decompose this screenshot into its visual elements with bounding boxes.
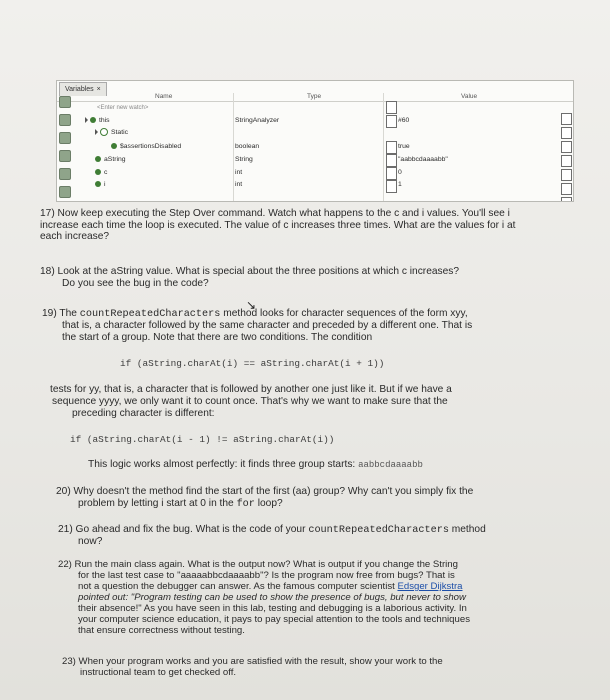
right-toolbar — [559, 113, 573, 202]
column-type-header[interactable]: Type — [307, 93, 322, 100]
question-19-para2-line2: sequence yyyy, we only want it to count once. That's why we want to make sure that the — [52, 396, 448, 407]
variable-name: c — [104, 169, 108, 176]
question-18-line1: 18) Look at the aString value. What is special about the three positions at which c increases? — [40, 266, 460, 277]
question-22-line6: your computer science education, it pays to pay special attention to the tools and techniques — [78, 614, 470, 625]
new-watch-placeholder: <Enter new watch> — [97, 105, 149, 111]
variable-value: #60 — [398, 117, 410, 124]
question-22-line3 — [78, 581, 463, 593]
question-22-line1: 22) Run the main class again. What is the output now? What is output if you change the String — [58, 559, 458, 570]
text-span: This logic works almost perfectly: it finds three group starts: — [88, 459, 359, 470]
question-23-line2: instructional team to get checked off. — [80, 667, 237, 678]
toolbar-box[interactable] — [561, 127, 572, 139]
variable-value: 1 — [398, 181, 402, 188]
variable-row-astring[interactable] — [57, 154, 573, 166]
code-condition-2: if (aString.charAt(i - 1) != aString.charAt(i)) — [70, 434, 335, 445]
variable-value: 0 — [398, 169, 402, 176]
value-box — [386, 115, 397, 128]
mouse-cursor-icon: ↘ — [246, 298, 257, 312]
toolbar-box[interactable] — [561, 141, 572, 153]
variable-value: true — [398, 143, 410, 150]
new-watch-row[interactable] — [57, 102, 573, 114]
value-box — [386, 101, 397, 114]
value-box — [386, 141, 397, 154]
question-18-line2: Do you see the bug in the code? — [62, 278, 209, 289]
text-span: 19) The — [42, 308, 80, 319]
variable-name: aString — [104, 156, 126, 163]
expand-arrow-icon[interactable] — [85, 117, 88, 123]
keyword: for — [236, 499, 255, 510]
variables-tab-label: Variables — [65, 86, 94, 93]
variable-type: StringAnalyzer — [235, 117, 280, 124]
static-icon — [100, 128, 108, 136]
question-20-line1: 20) Why doesn't the method find the start of the first (aa) group? Why can't you simply fix the — [56, 486, 474, 497]
variables-panel — [56, 80, 574, 202]
text-span: not a question the debugger can answer. As the famous computer scientist — [78, 581, 398, 592]
text-span: loop? — [254, 498, 283, 509]
question-19-line2: that is, a character followed by the same character and preceded by a different one. That is — [62, 320, 473, 331]
string-literal: aabbcdaaaabb — [358, 460, 423, 470]
variable-row-c[interactable] — [57, 167, 573, 179]
variable-row-i[interactable] — [57, 179, 573, 191]
variable-name: Static — [111, 129, 128, 136]
variable-type: int — [235, 169, 243, 176]
question-19-line3: the start of a group. Note that there are two conditions. The condition — [62, 332, 373, 343]
variable-row-static[interactable] — [57, 127, 573, 139]
field-icon — [111, 143, 117, 149]
value-box — [386, 167, 397, 180]
text-span: method looks for character sequences of the form xyy, — [220, 308, 468, 319]
variable-type: boolean — [235, 143, 260, 150]
toolbar-box[interactable] — [561, 113, 572, 125]
toolbar-box[interactable] — [561, 155, 572, 167]
question-19-para2-line3: preceding character is different: — [72, 408, 215, 419]
question-17: 17) Now keep executing the Step Over command. Watch what happens to the c and i values. You'll see i increase each time the loop is executed. The value of c increases three times. What are the values for i at each increase? — [40, 208, 516, 243]
question-22-line2: for the last test case to "aaaaabbcdaaaabb"? Is the program now free from bugs? That is — [78, 570, 455, 581]
value-box — [386, 154, 397, 167]
variable-name: $assertionsDisabled — [120, 143, 182, 150]
expand-arrow-icon[interactable] — [95, 129, 98, 135]
code-condition-1: if (aString.charAt(i) == aString.charAt(i + 1)) — [120, 358, 385, 369]
text-span: method — [448, 524, 486, 535]
question-19-para2-line1: tests for yy, that is, a character that is followed by another one just like it. But if we have a — [50, 384, 452, 395]
field-icon — [95, 156, 101, 162]
column-name-header[interactable]: Name — [155, 93, 173, 100]
dijkstra-link[interactable]: Edsger Dijkstra — [397, 581, 463, 592]
close-icon[interactable]: × — [96, 86, 101, 93]
column-value-header[interactable]: Value — [461, 93, 478, 100]
method-name: countRepeatedCharacters — [79, 309, 221, 320]
toolbar-box[interactable] — [561, 183, 572, 195]
method-name: countRepeatedCharacters — [308, 525, 449, 536]
variable-type: int — [235, 181, 243, 188]
object-icon — [90, 117, 96, 123]
question-21-line1 — [58, 524, 486, 537]
question-19-para3 — [88, 459, 423, 472]
toolbar-box[interactable] — [561, 197, 572, 202]
value-box — [386, 180, 397, 193]
variable-row-this[interactable] — [57, 115, 573, 127]
variable-type: String — [235, 156, 253, 163]
question-21-line2: now? — [78, 536, 103, 547]
text-span: problem by letting i start at 0 in the — [78, 498, 237, 509]
question-22-line4: pointed out: "Program testing can be used to show the presence of bugs, but never to show — [78, 592, 466, 603]
toolbar-box[interactable] — [561, 169, 572, 181]
question-22-line7: that ensure correctness without testing. — [78, 625, 245, 636]
text-span: 21) Go ahead and fix the bug. What is the code of your — [58, 524, 309, 535]
variable-name: this — [99, 117, 110, 124]
question-23-line1: 23) When your program works and you are satisfied with the result, show your work to the — [62, 656, 443, 667]
field-icon — [95, 169, 101, 175]
question-22-line5: their absence!" As you have seen in this lab, testing and debugging is a laborious activity. In — [78, 603, 467, 614]
variable-row-assertions[interactable] — [57, 141, 573, 153]
variable-value: "aabbcdaaaabb" — [398, 156, 448, 163]
variable-name: i — [104, 181, 106, 188]
field-icon — [95, 181, 101, 187]
question-20-line2 — [78, 498, 283, 511]
